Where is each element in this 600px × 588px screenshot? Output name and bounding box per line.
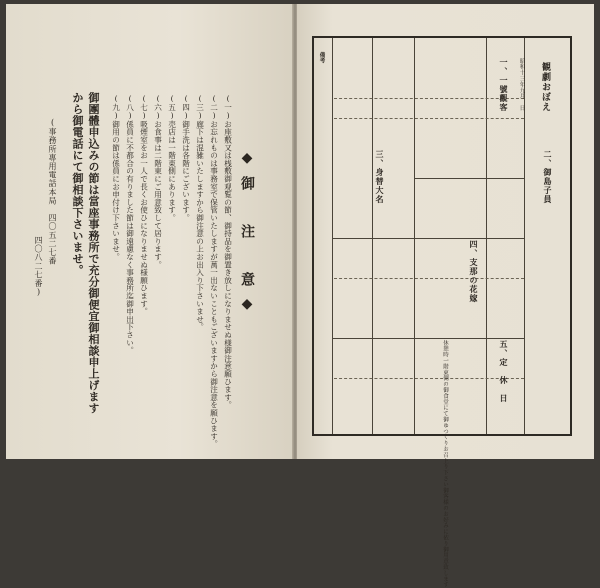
row-divider-2	[332, 238, 524, 239]
form-date-label: 昭和十三年九月 日	[518, 58, 525, 112]
notice-item-8: (八)係員に不都合の有りました節は御遠慮なく事務所迄御申出下さい。	[125, 94, 135, 355]
notice-item-3: (三)廊下は混雑いたしますから御注意の上お出入り下さいませ。	[195, 94, 205, 331]
dotted-row-3	[334, 278, 524, 279]
box3-label: 三、身替大名	[375, 150, 385, 204]
notice-item-9: (九)御用の節は係員にお申付け下さいませ。	[111, 94, 121, 261]
notice-title: ◆御 注 意◆	[239, 150, 255, 322]
dotted-row-4	[334, 378, 524, 379]
office-phone-number: 四〇八二七番)	[34, 236, 43, 298]
notice-item-4: (四)御手洗は各階にございます。	[181, 94, 191, 222]
notice-item-5: (五)売店は一階東側にあります。	[167, 94, 177, 222]
form-footnote: 休憩時一階東側の御食堂にて御ゆつくりお召上り下さい御客様のお好みに依り御用意致します	[442, 340, 449, 588]
row-divider-3	[332, 338, 524, 339]
notice-item-1: (一)お座敷又は桟敷御观覧の節、御持品を御置き放しになりませぬ様御注意願ひます。	[223, 94, 233, 409]
box2-label: 二、御島子員	[543, 150, 553, 204]
row-divider-1	[414, 178, 524, 179]
form-title: 観劇おぼえ	[540, 62, 550, 112]
dotted-row-2	[334, 118, 524, 119]
box1-label: 一、一號觀客	[499, 58, 509, 112]
office-phone-label: (事務所專用電話本局 四〇五二七番	[48, 118, 57, 266]
group-notice: 御團體申込みの節は當座事務所で充分御便宜御相談申上げます	[87, 92, 100, 414]
notice-item-2: (二)お忘れものは事務室で保管いたしますが萬一出ないこともございますから御注意を願ひます。	[209, 94, 219, 448]
phone-line: から御電話にて御相談下さいませ。	[71, 92, 84, 276]
margin-divider	[332, 38, 333, 434]
margin-note: 備考	[318, 52, 325, 64]
box4-label: 四、支那の花嫁	[469, 240, 479, 303]
box5-label: 五、定 休 日	[499, 340, 509, 403]
notice-item-7: (七)吸煙室をお一人で長くお使ひになりませぬ様願ひます。	[139, 94, 149, 316]
dotted-row-1	[334, 98, 524, 99]
notice-item-6: (六)お食事は二階東にご用意致して居ります。	[153, 94, 163, 269]
